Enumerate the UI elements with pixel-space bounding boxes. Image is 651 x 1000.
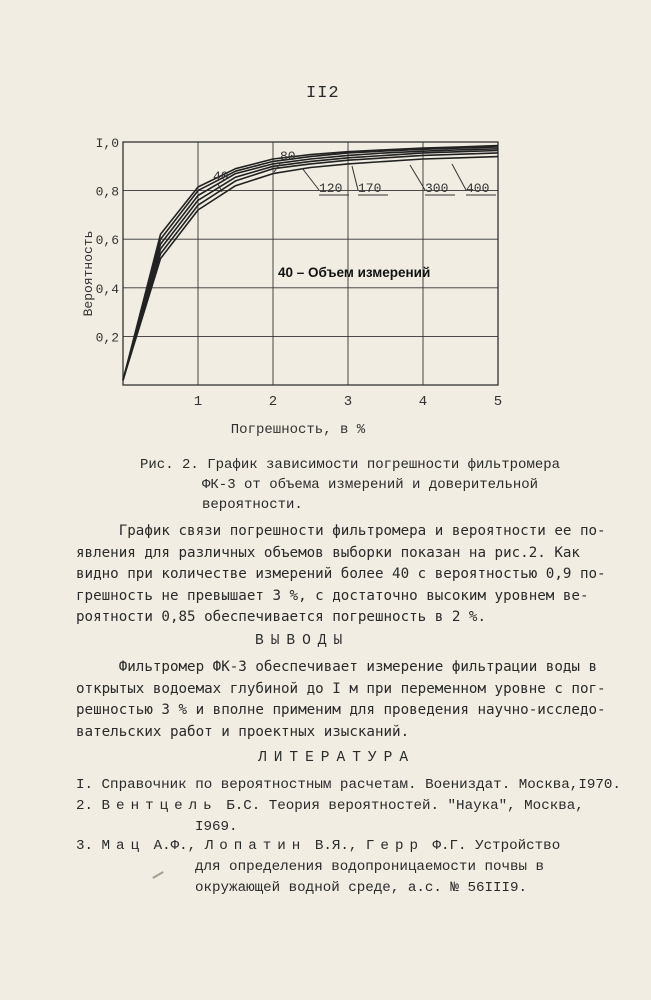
conclusions-heading: ВЫВОДЫ: [255, 633, 350, 649]
legend-note: 40 – Объем измерений: [278, 265, 431, 280]
pencil-mark: [152, 871, 163, 879]
reference-2-cont: I969.: [195, 819, 238, 835]
y-tick-label: 0,8: [95, 184, 119, 200]
y-tick-label: 0,4: [95, 281, 119, 297]
figure-caption: [140, 455, 600, 515]
caption-line-1: Рис. 2. График зависимости погрешности фильтромера: [140, 457, 561, 473]
paragraph-chart-description: График связи погрешности фильтромера и вероятности ее по- явления для различных объемов выборки показан на рис.2. Как видно при количестве измерений более 40 с вероятностью 0,9 по- грешность не превышает 3 %, с достаточно высоким уровнем ве- роятности 0,85 обеспечивается погрешность в 2 %.: [76, 523, 606, 625]
x-tick-label: 2: [268, 394, 278, 410]
y-tick-label: I,0: [95, 136, 119, 151]
y-tick-label: 0,2: [95, 330, 119, 346]
y-tick-label: 0,6: [95, 233, 119, 249]
series-label-170: 170: [358, 181, 382, 196]
x-tick-label: 1: [193, 394, 203, 410]
y-axis-title: Вероятность: [81, 230, 96, 317]
x-tick-label: 3: [343, 394, 353, 410]
series-label-80: 80: [280, 149, 296, 164]
paragraph-conclusions: Фильтромер ФК-3 обеспечивает измерение фильтрации воды в открытых водоемах глубиной до I м при переменном уровне с пог- решностью 3 % и вполне применим для проведения научно-исследо- вательских работ и проектных изысканий.: [76, 659, 606, 740]
reference-1: I. Справочник по вероятностным расчетам. Воениздат. Москва,I970.: [76, 777, 621, 793]
series-label-40: 40: [213, 169, 229, 184]
series-label-120: 120: [319, 181, 343, 196]
leader-line: [302, 168, 319, 190]
reference-2: 2. Вентцель Б.С. Теория вероятностей. "Наука", Москва,: [76, 798, 584, 814]
x-axis-title: Погрешность, в %: [230, 422, 366, 438]
literature-heading: ЛИТЕРАТУРА: [258, 750, 416, 766]
x-tick-label: 5: [493, 394, 503, 410]
page-number: II2: [306, 84, 340, 103]
leader-line: [352, 166, 358, 190]
x-tick-label: 4: [418, 394, 428, 410]
leader-line: [452, 164, 466, 190]
chart-labels: [81, 136, 502, 438]
caption-line-3: вероятности.: [202, 497, 303, 513]
caption-line-2: ФК-3 от объема измерений и доверительной: [202, 477, 539, 493]
reference-3: 3. Мац А.Ф., Лопатин В.Я., Герр Ф.Г. Устройство: [76, 838, 561, 854]
probability-error-chart: [70, 130, 520, 450]
series-label-300: 300: [425, 181, 449, 196]
series-label-400: 400: [466, 181, 490, 196]
reference-3-cont-2: окружающей водной среде, а.с. № 56III9.: [195, 880, 528, 896]
reference-3-cont-1: для определения водопроницаемости почвы в: [195, 859, 545, 875]
